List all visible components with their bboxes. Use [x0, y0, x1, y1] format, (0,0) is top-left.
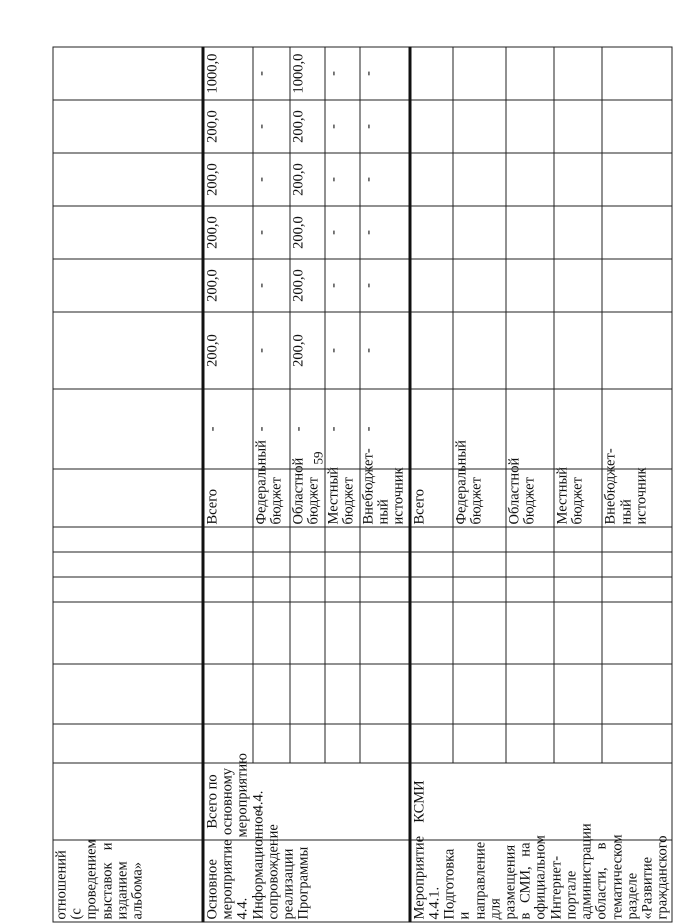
blank-cell — [453, 724, 506, 763]
value-cell-3: - — [325, 206, 360, 259]
blank-cell — [453, 552, 506, 577]
blank-cell — [410, 602, 453, 664]
value-cell-6 — [453, 47, 506, 100]
value-cell-1: - — [253, 312, 290, 389]
blank-cell — [506, 552, 554, 577]
value-cell-3: 200,0 — [290, 206, 325, 259]
value-cell-4 — [506, 153, 554, 206]
value-cell-3: 200,0 — [203, 206, 253, 259]
blank-cell — [410, 664, 453, 724]
blank-cell — [325, 527, 360, 552]
blank-cell — [554, 527, 602, 552]
value-cell-6: - — [253, 47, 290, 100]
value-cell-5 — [453, 100, 506, 153]
value-cell-6 — [506, 47, 554, 100]
value-cell-6: - — [325, 47, 360, 100]
value-cell-2: - — [253, 259, 290, 312]
value-cell-3: - — [360, 206, 410, 259]
value-cell-6 — [410, 47, 453, 100]
value-cell-0: - — [325, 389, 360, 469]
value-cell-5 — [53, 100, 203, 153]
value-cell-1 — [410, 312, 453, 389]
blank-cell — [554, 577, 602, 602]
funding-source-cell: Местный бюджет — [554, 469, 602, 527]
blank-cell — [410, 577, 453, 602]
value-cell-5 — [506, 100, 554, 153]
blank-cell — [554, 664, 602, 724]
table-row — [53, 0, 203, 922]
value-cell-2 — [554, 259, 602, 312]
value-cell-4: 200,0 — [203, 153, 253, 206]
blank-cell — [203, 577, 253, 602]
value-cell-2: - — [360, 259, 410, 312]
value-cell-1: - — [360, 312, 410, 389]
value-cell-1 — [602, 312, 672, 389]
value-cell-4: 200,0 — [290, 153, 325, 206]
funding-source-cell: Федеральный бюджет — [253, 469, 290, 527]
blank-cell — [453, 664, 506, 724]
blank-cell — [253, 724, 290, 763]
value-cell-5: - — [360, 100, 410, 153]
value-cell-5 — [410, 100, 453, 153]
value-cell-6: 1000,0 — [203, 47, 253, 100]
value-cell-2 — [53, 259, 203, 312]
value-cell-3 — [453, 206, 506, 259]
value-cell-3 — [506, 206, 554, 259]
funding-source-cell: Внебюджет-ный источник — [360, 469, 410, 527]
funding-source-cell: Всего — [203, 469, 253, 527]
value-cell-4: - — [325, 153, 360, 206]
blank-cell — [554, 724, 602, 763]
blank-cell — [290, 602, 325, 664]
blank-cell — [53, 527, 203, 552]
blank-cell — [253, 602, 290, 664]
value-cell-3: - — [253, 206, 290, 259]
blank-cell — [602, 527, 672, 552]
value-cell-4 — [53, 153, 203, 206]
event-name-cell: Основное мероприятие 4.4. Информационное сопровождение реализации Программы — [203, 840, 410, 922]
blank-cell — [360, 527, 410, 552]
blank-cell — [203, 664, 253, 724]
blank-cell — [360, 664, 410, 724]
value-cell-3 — [602, 206, 672, 259]
value-cell-5: 200,0 — [203, 100, 253, 153]
value-cell-1 — [554, 312, 602, 389]
blank-cell — [290, 577, 325, 602]
responsible-cell — [53, 763, 203, 840]
blank-cell — [453, 602, 506, 664]
value-cell-2 — [453, 259, 506, 312]
blank-cell — [253, 552, 290, 577]
blank-cell — [410, 724, 453, 763]
responsible-cell: КСМИ — [410, 763, 673, 840]
responsible-cell: Всего по основному мероприятию 4.4. — [203, 763, 410, 840]
blank-cell — [253, 577, 290, 602]
value-cell-6 — [602, 47, 672, 100]
value-cell-6 — [53, 47, 203, 100]
blank-cell — [453, 577, 506, 602]
table-row — [203, 0, 253, 922]
value-cell-2 — [410, 259, 453, 312]
value-cell-5: - — [325, 100, 360, 153]
value-cell-1: 200,0 — [290, 312, 325, 389]
blank-cell — [325, 552, 360, 577]
value-cell-4 — [453, 153, 506, 206]
blank-cell — [602, 664, 672, 724]
blank-cell — [325, 664, 360, 724]
blank-cell — [602, 552, 672, 577]
blank-cell — [53, 552, 203, 577]
blank-cell — [410, 552, 453, 577]
value-cell-3 — [410, 206, 453, 259]
blank-cell — [602, 602, 672, 664]
value-cell-6: 1000,0 — [290, 47, 325, 100]
page-number: 59 — [310, 451, 326, 465]
blank-cell — [506, 602, 554, 664]
funding-source-cell: Областной бюджет — [290, 469, 325, 527]
funding-source-cell: Внебюджет-ный источник — [602, 469, 672, 527]
blank-cell — [53, 724, 203, 763]
value-cell-4 — [602, 153, 672, 206]
blank-cell — [410, 527, 453, 552]
event-name-cell: отношений (с проведением выставок и изданием альбома» — [53, 840, 203, 922]
blank-cell — [506, 664, 554, 724]
value-cell-2: - — [325, 259, 360, 312]
blank-cell — [203, 552, 253, 577]
blank-cell — [360, 577, 410, 602]
blank-cell — [253, 527, 290, 552]
value-cell-2 — [602, 259, 672, 312]
blank-cell — [53, 664, 203, 724]
blank-cell — [325, 602, 360, 664]
blank-cell — [360, 602, 410, 664]
value-cell-4: - — [253, 153, 290, 206]
blank-cell — [203, 527, 253, 552]
blank-cell — [325, 577, 360, 602]
value-cell-4: - — [360, 153, 410, 206]
blank-cell — [360, 724, 410, 763]
blank-cell — [290, 664, 325, 724]
funding-source-cell: Областной бюджет — [506, 469, 554, 527]
blank-cell — [602, 724, 672, 763]
funding-source-cell: Местный бюджет — [325, 469, 360, 527]
value-cell-5 — [602, 100, 672, 153]
value-cell-0 — [53, 389, 203, 469]
value-cell-4 — [410, 153, 453, 206]
blank-cell — [602, 577, 672, 602]
blank-cell — [253, 664, 290, 724]
value-cell-0: - — [203, 389, 253, 469]
value-cell-0 — [410, 389, 453, 469]
funding-source-cell — [53, 469, 203, 527]
funding-source-cell: Федеральный бюджет — [453, 469, 506, 527]
funding-source-cell: Всего — [410, 469, 453, 527]
value-cell-1 — [53, 312, 203, 389]
blank-cell — [53, 577, 203, 602]
blank-cell — [506, 577, 554, 602]
blank-cell — [290, 724, 325, 763]
value-cell-6: - — [360, 47, 410, 100]
value-cell-4 — [554, 153, 602, 206]
value-cell-1: 200,0 — [203, 312, 253, 389]
value-cell-3 — [554, 206, 602, 259]
blank-cell — [53, 602, 203, 664]
blank-cell — [554, 602, 602, 664]
table-body — [53, 0, 672, 922]
blank-cell — [506, 724, 554, 763]
blank-cell — [203, 602, 253, 664]
value-cell-3 — [53, 206, 203, 259]
blank-cell — [453, 527, 506, 552]
value-cell-1: - — [325, 312, 360, 389]
table-row — [410, 0, 453, 922]
event-name-cell: Мероприятие 4.4.1. Подготовка и направление для размещения в СМИ, на официальном Интернет-портале администрации области, в тематическом разделе «Развитие гражданского — [410, 840, 673, 922]
value-cell-2: 200,0 — [203, 259, 253, 312]
blank-cell — [325, 724, 360, 763]
budget-table — [53, 0, 673, 923]
value-cell-2: 200,0 — [290, 259, 325, 312]
blank-cell — [360, 552, 410, 577]
value-cell-0: - — [290, 389, 325, 469]
value-cell-0: - — [253, 389, 290, 469]
blank-cell — [554, 552, 602, 577]
value-cell-6 — [554, 47, 602, 100]
value-cell-0 — [554, 389, 602, 469]
value-cell-2 — [506, 259, 554, 312]
value-cell-0: - — [360, 389, 410, 469]
blank-cell — [290, 552, 325, 577]
value-cell-5: - — [253, 100, 290, 153]
value-cell-5 — [554, 100, 602, 153]
value-cell-1 — [453, 312, 506, 389]
blank-cell — [506, 527, 554, 552]
blank-cell — [290, 527, 325, 552]
value-cell-1 — [506, 312, 554, 389]
value-cell-5: 200,0 — [290, 100, 325, 153]
